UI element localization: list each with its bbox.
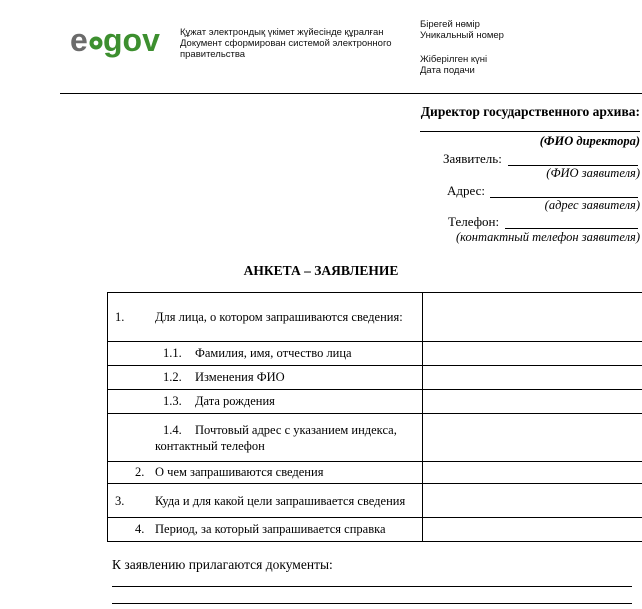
attachment-line[interactable] bbox=[112, 586, 632, 587]
header-divider bbox=[60, 93, 642, 94]
answer-cell[interactable] bbox=[423, 462, 642, 484]
table-row bbox=[108, 390, 642, 414]
answer-cell[interactable] bbox=[423, 414, 642, 462]
phone-label: Телефон: bbox=[448, 214, 500, 229]
answer-cell[interactable] bbox=[423, 518, 642, 542]
table-row bbox=[108, 518, 642, 542]
sub-ru: Дата подачи bbox=[420, 65, 475, 76]
answer-cell[interactable] bbox=[423, 342, 642, 366]
applicant-label: Заявитель: bbox=[443, 151, 502, 166]
phone-line bbox=[505, 228, 638, 229]
table-row bbox=[108, 293, 642, 342]
director-hint: (ФИО директора) bbox=[539, 134, 640, 148]
row-text: Дата рождения bbox=[195, 394, 275, 408]
table-row bbox=[108, 342, 642, 366]
answer-cell[interactable] bbox=[423, 390, 642, 414]
row-number: 3. bbox=[115, 493, 125, 508]
sub-kz: Жіберілген күні bbox=[420, 54, 488, 65]
answer-cell[interactable] bbox=[423, 366, 642, 390]
unique-number-label bbox=[420, 19, 504, 41]
phone-hint: (контактный телефон заявителя) bbox=[455, 230, 640, 244]
answer-cell[interactable] bbox=[423, 484, 642, 518]
row-text: Для лица, о котором запрашиваются сведения: bbox=[155, 310, 403, 324]
answer-cell[interactable] bbox=[423, 293, 642, 342]
row-text: О чем запрашиваются сведения bbox=[155, 465, 324, 479]
row-number: 1.3. bbox=[163, 394, 182, 408]
reg-ru: Уникальный номер bbox=[420, 30, 504, 41]
row-number: 4. bbox=[135, 522, 145, 536]
table-row bbox=[108, 462, 642, 484]
note-kz: Құжат электрондық үкімет жүйесінде құралған bbox=[180, 27, 384, 38]
row-number: 2. bbox=[135, 465, 145, 479]
row-text: Почтовый адрес с указанием индекса, контактный телефон bbox=[155, 422, 397, 453]
note-ru-1: Документ сформирован системой электронного bbox=[180, 38, 392, 49]
row-number: 1.4. bbox=[163, 422, 182, 437]
table-row bbox=[108, 484, 642, 518]
director-label: Директор государственного архива: bbox=[420, 104, 640, 119]
system-note bbox=[180, 27, 410, 60]
row-text: Куда и для какой цели запрашивается сведения bbox=[155, 493, 406, 508]
attachments-label: К заявлению прилагаются документы: bbox=[112, 557, 333, 572]
form-title: АНКЕТА – ЗАЯВЛЕНИЕ bbox=[243, 263, 399, 278]
attachment-line[interactable] bbox=[112, 603, 632, 604]
table-row bbox=[108, 366, 642, 390]
reg-kz: Бірегей нөмір bbox=[420, 19, 480, 30]
svg-text:e: e bbox=[70, 22, 88, 58]
row-text: Период, за который запрашивается справка bbox=[155, 522, 386, 536]
note-ru-2: правительства bbox=[180, 49, 246, 60]
row-text: Фамилия, имя, отчество лица bbox=[195, 346, 352, 360]
submission-date-label bbox=[420, 54, 487, 76]
address-hint: (адрес заявителя) bbox=[544, 198, 640, 212]
row-number: 1. bbox=[115, 310, 125, 324]
applicant-hint: (ФИО заявителя) bbox=[546, 166, 640, 180]
row-number: 1.2. bbox=[163, 370, 182, 384]
table-row bbox=[108, 414, 642, 462]
egov-logo bbox=[70, 22, 170, 60]
director-line bbox=[420, 131, 640, 132]
application-form-table bbox=[107, 292, 642, 542]
svg-text:gov: gov bbox=[103, 22, 160, 58]
address-label: Адрес: bbox=[447, 183, 485, 198]
row-text: Изменения ФИО bbox=[195, 370, 285, 384]
row-number: 1.1. bbox=[163, 346, 182, 360]
